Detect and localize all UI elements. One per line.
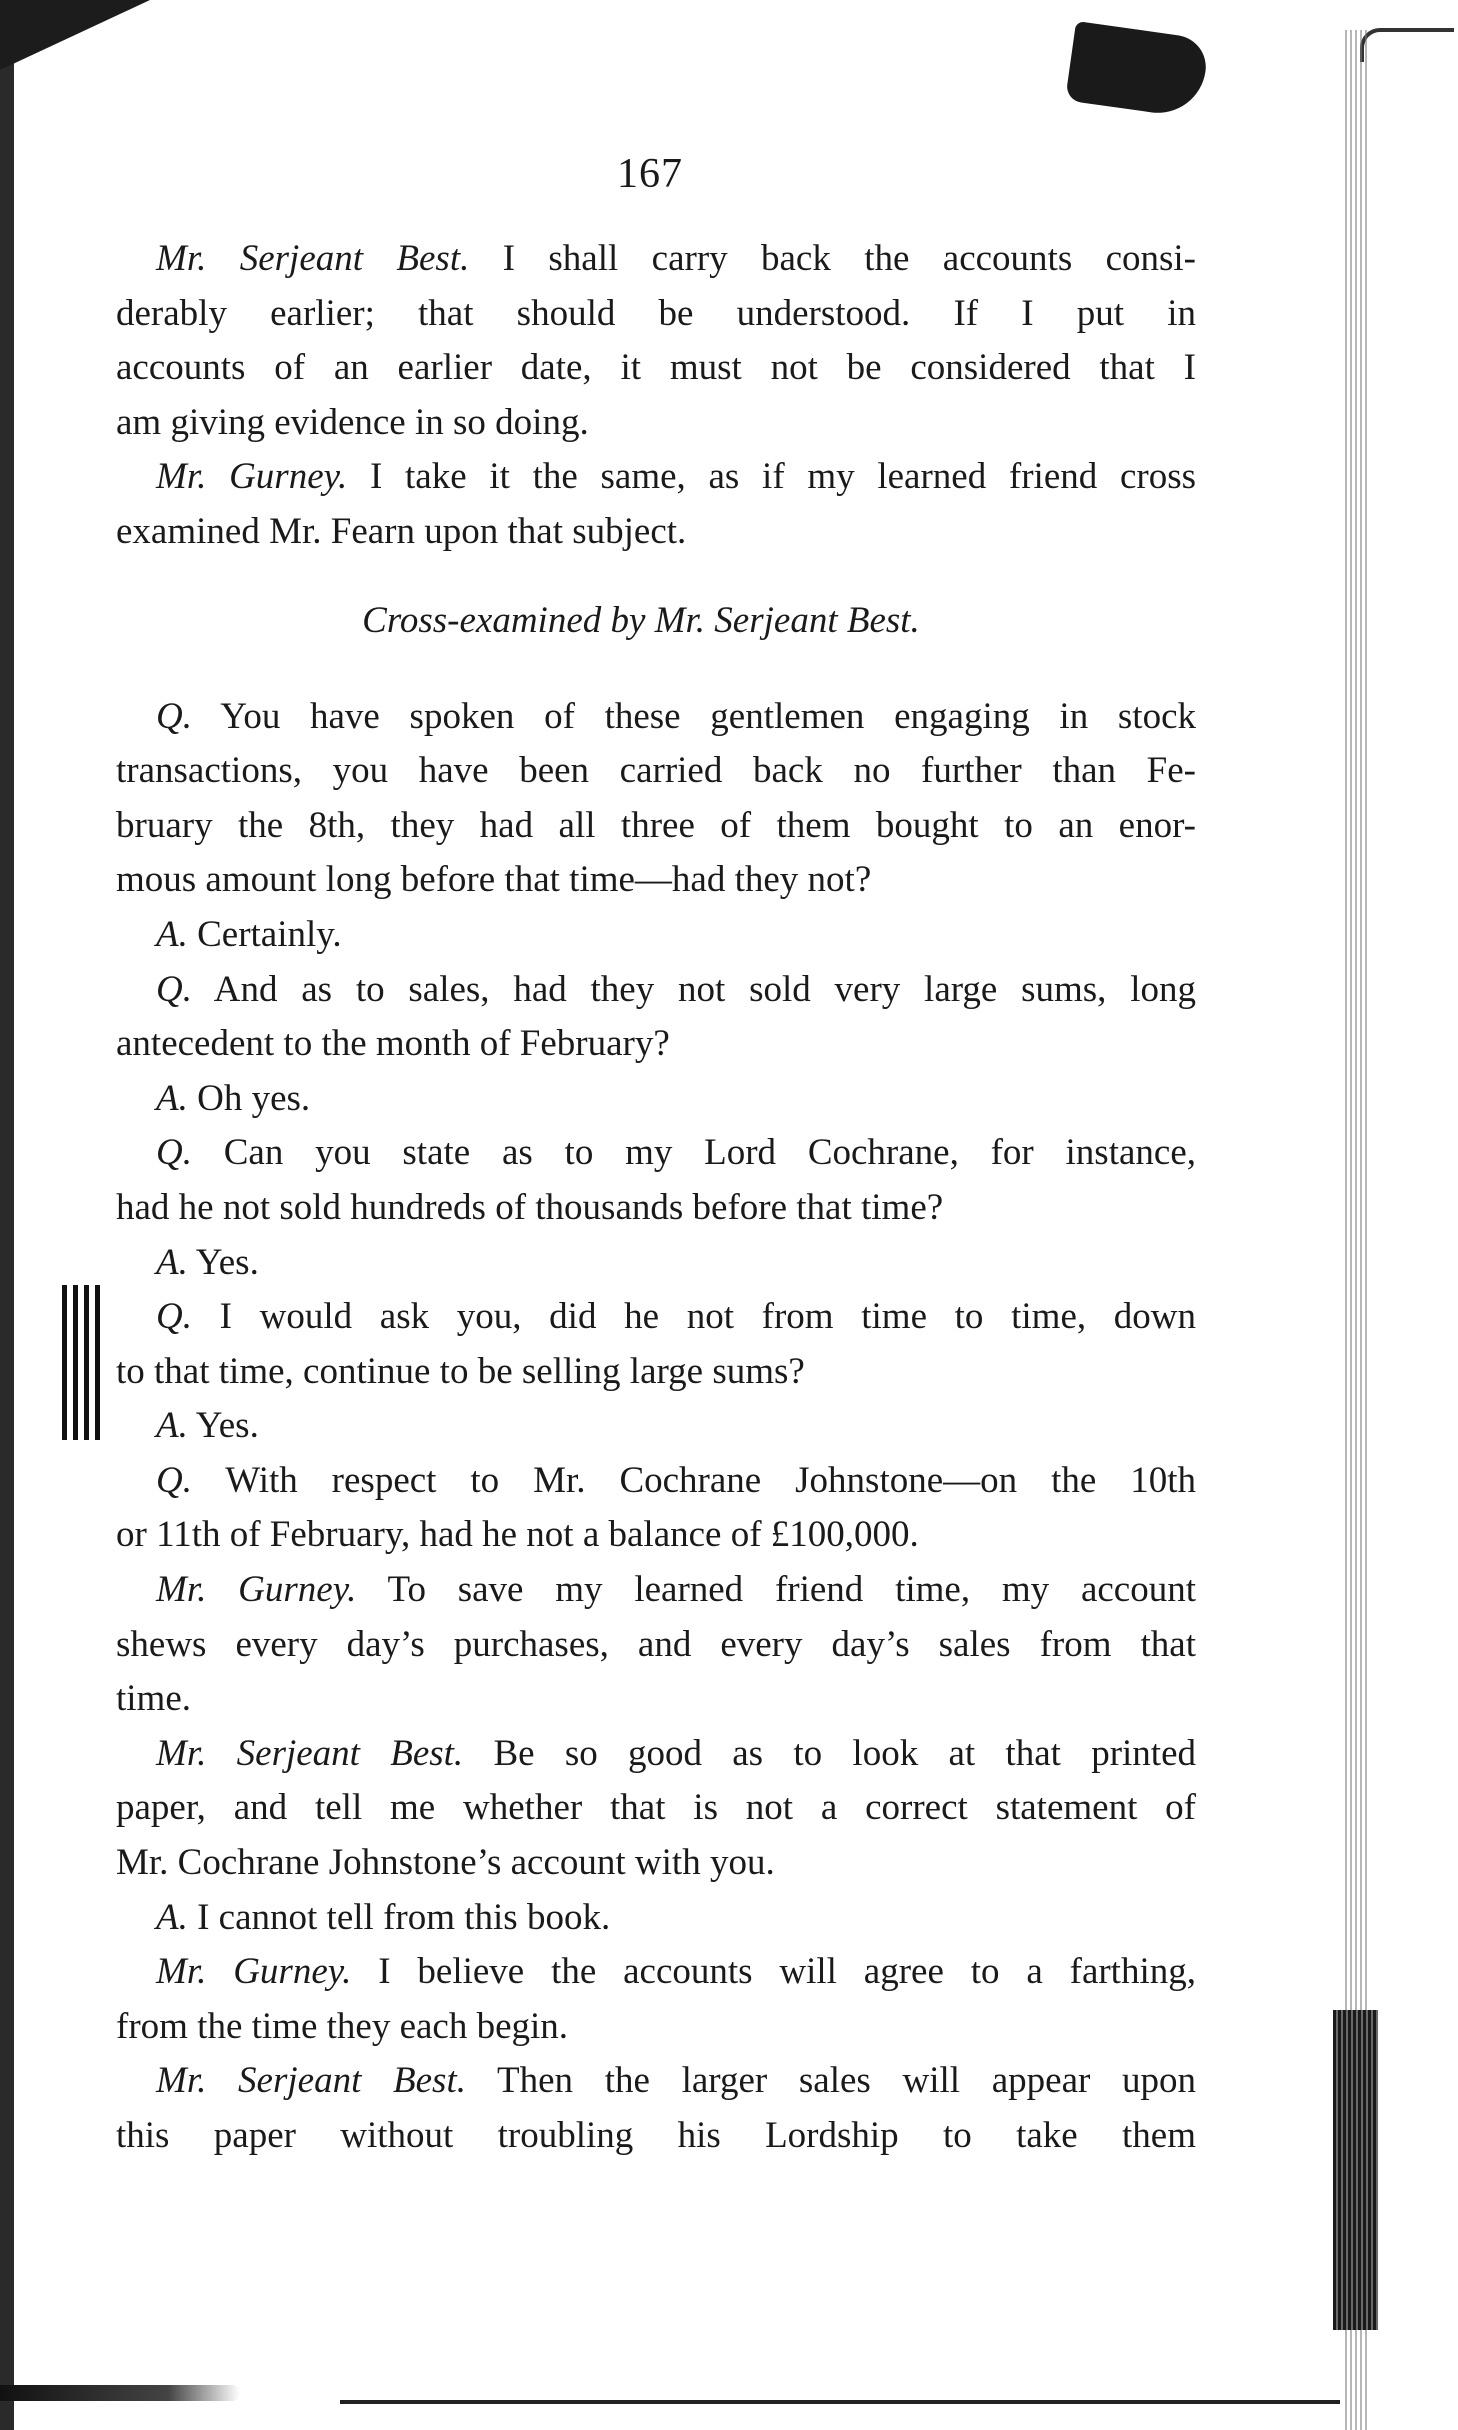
text-line <box>116 690 1196 745</box>
text-line <box>116 1672 1196 1727</box>
book-spine-shadow <box>1333 2010 1378 2330</box>
text-line <box>116 1563 1196 1618</box>
text-line <box>116 2109 1196 2164</box>
text-line <box>116 908 1196 963</box>
text-line <box>116 1781 1196 1836</box>
line-text: I take it the same, as if my learned friend cross <box>347 456 1197 498</box>
line-text: antecedent to the month of February? <box>116 1023 670 1065</box>
scan-bottom-line <box>340 2400 1340 2404</box>
speaker-name: A. <box>156 1077 188 1119</box>
text-line <box>116 1181 1196 1236</box>
text-line <box>116 1290 1196 1345</box>
line-text: am giving evidence in so doing. <box>116 401 589 443</box>
line-text: paper, and tell me whether that is not a correct statement of <box>116 1787 1196 1829</box>
line-text: Can you state as to my Lord Cochrane, for instance, <box>191 1132 1196 1174</box>
line-text: bruary the 8th, they had all three of them bought to an enor- <box>116 804 1196 846</box>
line-text: shews every day’s purchases, and every day’s sales from that <box>116 1623 1196 1665</box>
ink-blot <box>1065 21 1210 119</box>
scan-binding-mark <box>1360 28 1454 62</box>
speaker-name: Mr. Serjeant Best. <box>156 1732 464 1774</box>
line-text: Mr. Cochrane Johnstone’s account with you. <box>116 1842 775 1884</box>
text-line <box>116 396 1196 451</box>
speaker-name: Q. <box>156 1459 192 1501</box>
line-text: or 11th of February, had he not a balance of £100,000. <box>116 1514 919 1556</box>
line-text: To save my learned friend time, my account <box>356 1569 1196 1611</box>
text-line <box>116 799 1196 854</box>
line-text: With respect to Mr. Cochrane Johnstone—on the 10th <box>191 1459 1196 1501</box>
line-text: to that time, continue to be selling large sums? <box>116 1350 805 1392</box>
text-line <box>116 1345 1196 1400</box>
speaker-name: Mr. Gurney. <box>156 1951 352 1993</box>
speaker-name: Q. <box>156 968 192 1010</box>
text-line <box>116 1727 1196 1782</box>
line-text: this paper without troubling his Lordship to take them <box>116 2115 1196 2156</box>
text-line <box>116 1126 1196 1181</box>
line-text: Yes. <box>187 1405 259 1447</box>
line-text: I shall carry back the accounts consi- <box>469 238 1197 279</box>
speaker-name: Mr. Serjeant Best. <box>156 2060 466 2102</box>
page-text <box>116 232 1196 2164</box>
line-text: I believe the accounts will agree to a farthing, <box>351 1951 1196 1993</box>
line-text: derably earlier; that should be understood. If I put in <box>116 292 1196 334</box>
text-line <box>116 963 1196 1018</box>
page-number: 167 <box>617 151 683 197</box>
text-line <box>116 341 1196 396</box>
text-line <box>116 1836 1196 1891</box>
text-line <box>116 505 1196 560</box>
speaker-name: Mr. Gurney. <box>156 456 348 498</box>
margin-scan-marks <box>62 1285 102 1440</box>
scan-corner-shadow <box>0 0 150 70</box>
speaker-name: A. <box>156 913 188 955</box>
speaker-name: Q. <box>156 1132 192 1174</box>
text-line <box>116 1508 1196 1563</box>
text-line <box>116 853 1196 908</box>
line-text: from the time they each begin. <box>116 2005 569 2047</box>
text-line <box>116 744 1196 799</box>
speaker-name: Mr. Serjeant Best. <box>156 238 470 279</box>
line-text: Yes. <box>187 1241 259 1283</box>
text-line <box>116 232 1196 287</box>
scan-left-edge <box>0 0 14 2430</box>
speaker-name: A. <box>156 1241 188 1283</box>
line-text: had he not sold hundreds of thousands before that time? <box>116 1186 944 1228</box>
text-line <box>116 1454 1196 1509</box>
line-text: You have spoken of these gentlemen engaging in stock <box>191 695 1196 737</box>
line-text: Then the larger sales will appear upon <box>466 2060 1197 2102</box>
text-line <box>116 1236 1196 1291</box>
text-line <box>116 1017 1196 1072</box>
line-text: mous amount long before that time—had they not? <box>116 859 872 901</box>
line-text: accounts of an earlier date, it must not be considered that I <box>116 347 1196 389</box>
speaker-name: Q. <box>156 695 192 737</box>
line-text: examined Mr. Fearn upon that subject. <box>116 510 687 552</box>
section-heading: Cross-examined by Mr. Serjeant Best. <box>362 599 920 641</box>
text-line <box>116 287 1196 342</box>
text-line <box>116 1618 1196 1673</box>
text-line <box>116 1399 1196 1454</box>
line-text: Be so good as to look at that printed <box>463 1732 1196 1774</box>
speaker-name: Mr. Gurney. <box>156 1569 357 1611</box>
text-line <box>116 1072 1196 1127</box>
text-line <box>116 450 1196 505</box>
text-line <box>116 2054 1196 2109</box>
scan-bottom-mark <box>0 2385 240 2401</box>
line-text: Certainly. <box>187 913 342 955</box>
text-line <box>116 2000 1196 2055</box>
line-text: transactions, you have been carried back no further than Fe- <box>116 750 1196 792</box>
line-text: I would ask you, did he not from time to time, down <box>191 1296 1196 1338</box>
speaker-name: A. <box>156 1405 188 1447</box>
speaker-name: Q. <box>156 1296 192 1338</box>
line-text: time. <box>116 1678 192 1720</box>
line-text: I cannot tell from this book. <box>187 1896 611 1938</box>
text-line <box>116 1891 1196 1946</box>
speaker-name: A. <box>156 1896 188 1938</box>
line-text: Oh yes. <box>187 1077 311 1119</box>
line-text: And as to sales, had they not sold very large sums, long <box>191 968 1196 1010</box>
text-line <box>116 1945 1196 2000</box>
